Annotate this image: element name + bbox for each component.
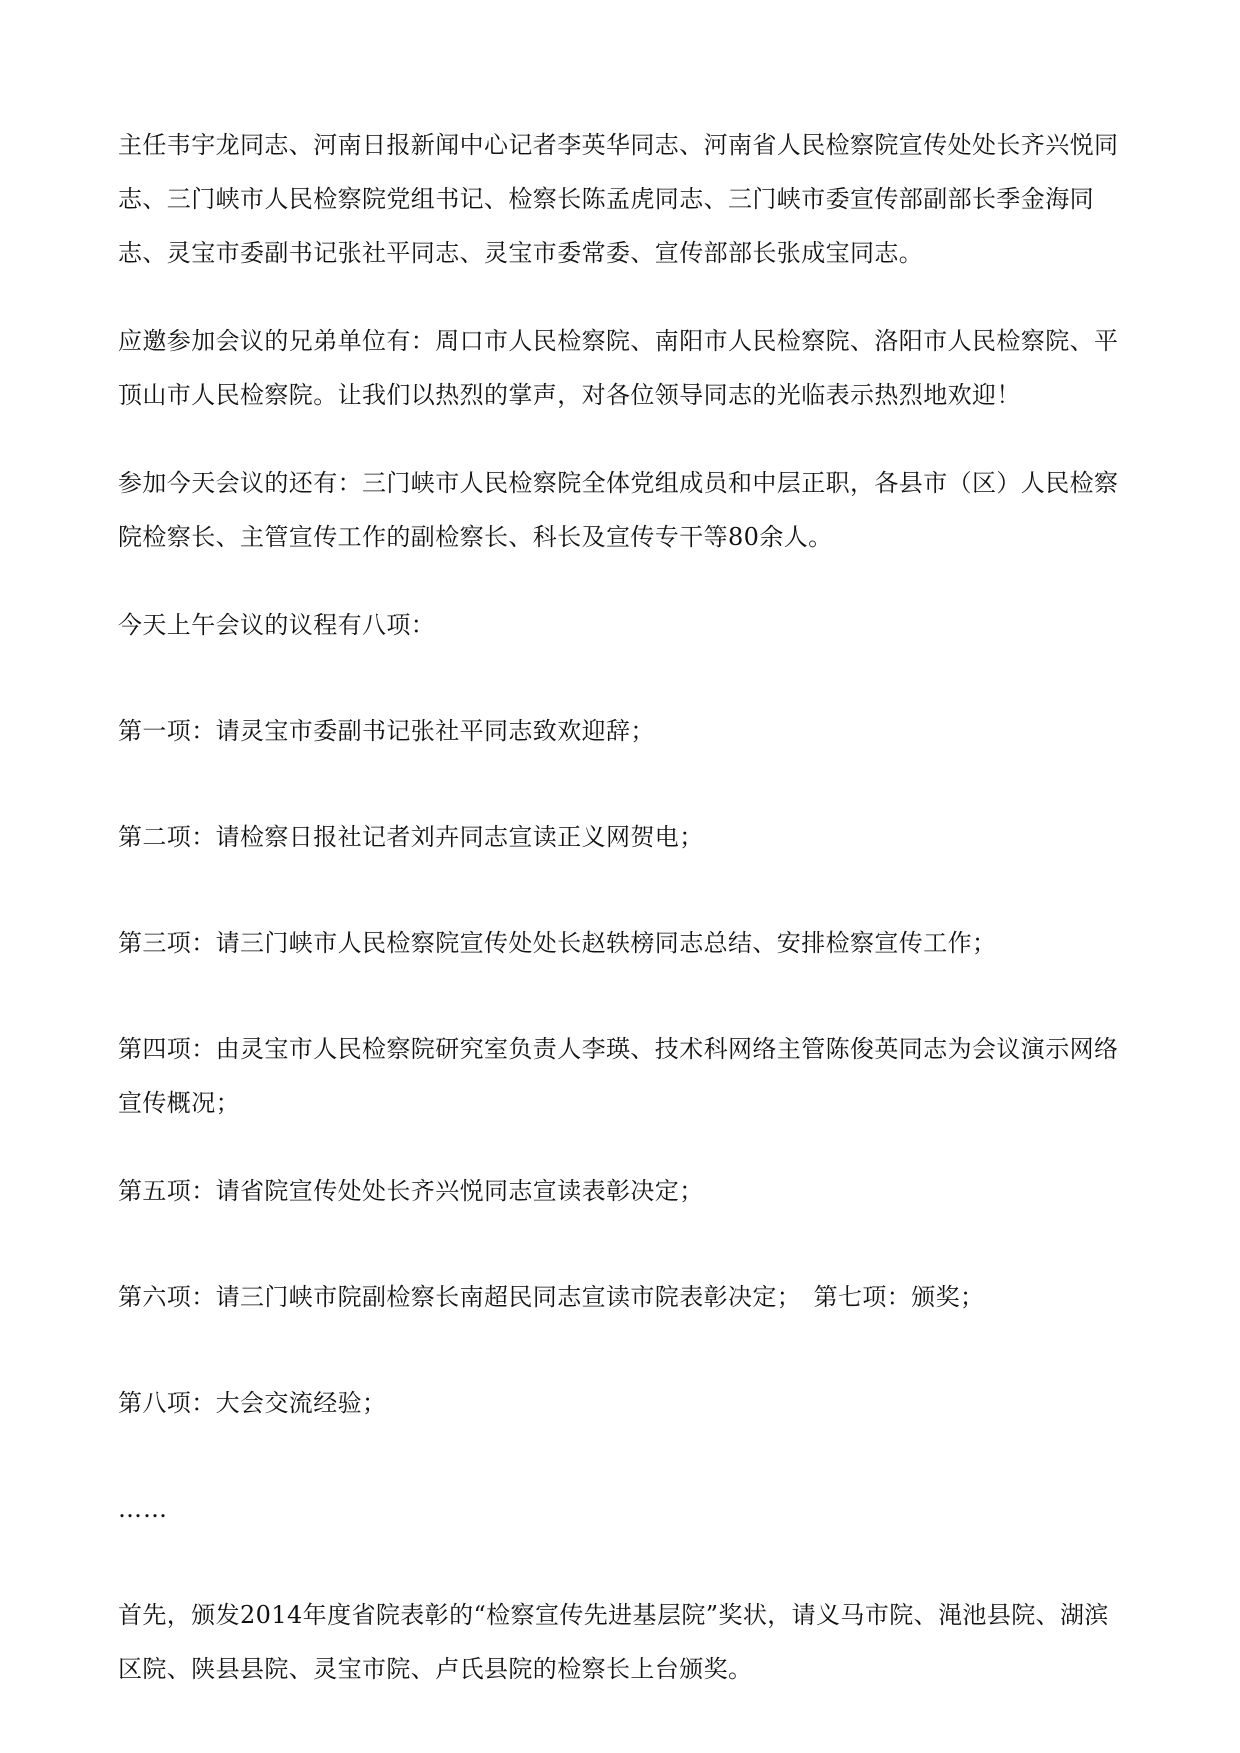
paragraph-awards: 首先，颁发2014年度省院表彰的“检察宣传先进基层院”奖状，请义马市院、渑池县院、湖滨区院、陕县县院、灵宝市院、卢氏县院的检察长上台颁奖。 bbox=[118, 1601, 1109, 1683]
agenda-item-1: 第一项：请灵宝市委副书记张社平同志致欢迎辞； bbox=[118, 717, 655, 745]
agenda-item-4: 第四项：由灵宝市人民检察院研究室负责人李瑛、技术科网络主管陈俊英同志为会议演示网络宣传概况； bbox=[118, 1035, 1119, 1117]
paragraph-guest-units: 应邀参加会议的兄弟单位有：周口市人民检察院、南阳市人民检察院、洛阳市人民检察院、平顶山市人民检察院。让我们以热烈的掌声，对各位领导同志的光临表示热烈地欢迎！ bbox=[118, 327, 1119, 409]
paragraph-participants: 参加今天会议的还有：三门峡市人民检察院全体党组成员和中层正职，各县市（区）人民检察院检察长、主管宣传工作的副检察长、科长及宣传专干等80余人。 bbox=[118, 469, 1119, 551]
agenda-item-2: 第二项：请检察日报社记者刘卉同志宣读正义网贺电； bbox=[118, 823, 704, 851]
document-body bbox=[118, 118, 1126, 1730]
paragraph-agenda-intro: 今天上午会议的议程有八项： bbox=[118, 611, 436, 639]
agenda-item-8: 第八项：大会交流经验； bbox=[118, 1389, 387, 1417]
agenda-item-6-7: 第六项：请三门峡市院副检察长南超民同志宣读市院表彰决定； 第七项：颁奖； bbox=[118, 1283, 985, 1311]
agenda-item-5: 第五项：请省院宣传处处长齐兴悦同志宣读表彰决定； bbox=[118, 1177, 704, 1205]
paragraph-attendees: 主任韦宇龙同志、河南日报新闻中心记者李英华同志、河南省人民检察院宣传处处长齐兴悦同志、三门峡市人民检察院党组书记、检察长陈孟虎同志、三门峡市委宣传部副部长季金海同志、灵宝市委副书记张社平同志、灵宝市委常委、宣传部部长张成宝同志。 bbox=[118, 131, 1119, 267]
agenda-item-3: 第三项：请三门峡市人民检察院宣传处处长赵轶榜同志总结、安排检察宣传工作； bbox=[118, 929, 997, 957]
ellipsis-text: …… bbox=[118, 1495, 168, 1523]
